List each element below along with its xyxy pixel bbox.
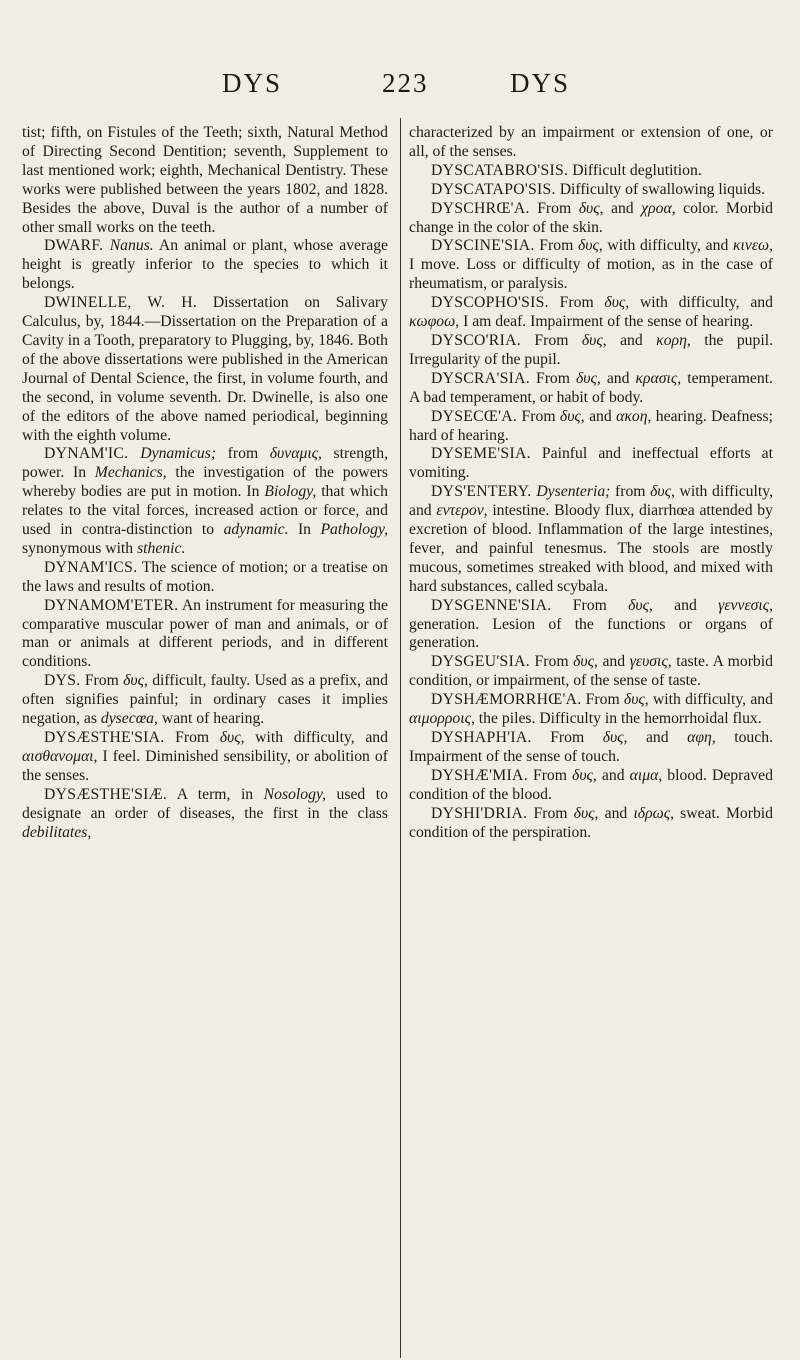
entry-greek-word: χροα xyxy=(641,199,672,217)
entry-greek-word: αφη xyxy=(687,729,712,746)
entry-headword: DYNAM'IC. xyxy=(44,445,141,463)
column-divider xyxy=(400,118,401,1358)
entry-headword: DYSÆSTHE'SIA. xyxy=(44,729,165,746)
entry-text: From xyxy=(80,672,124,690)
entry-text: , sweat. Morbid condition of the perspiration. xyxy=(409,804,774,841)
entry-text: , and xyxy=(648,596,719,614)
entry-text: The science of motion; or a treatise on the laws and results of motion. xyxy=(22,558,388,595)
entry-text: From xyxy=(164,729,220,746)
entry-headword: DYSCATABRO'SIS. xyxy=(431,161,569,179)
entry-text: , and xyxy=(594,804,634,822)
dictionary-entry xyxy=(22,237,388,294)
entry-text: , the piles. Difficulty in the hemorrhoidal flux. xyxy=(470,710,762,728)
entry-greek-word: εντερον xyxy=(436,502,484,520)
entry-headword: DYNAMOM'ETER. xyxy=(44,596,179,614)
entry-greek-word: γεννεσις xyxy=(718,596,770,614)
entry-text: , and xyxy=(593,653,630,671)
entry-text: , taste. A morbid condition, or impairment, of the sense of taste. xyxy=(409,653,773,690)
entry-greek-word: δυς xyxy=(219,729,241,746)
entry-text: From xyxy=(517,407,560,425)
entry-greek-word: αισθανομαι xyxy=(22,747,94,765)
entry-text: , with difficulty, and xyxy=(409,483,773,520)
entry-greek-word: δυναμις xyxy=(269,445,319,463)
entry-headword: DYSHAPH'IA. xyxy=(431,729,532,746)
entry-headword: DYSEME'SIA. xyxy=(431,445,531,463)
dictionary-entry xyxy=(409,805,773,843)
dictionary-entry xyxy=(22,559,388,597)
entry-text: want of hearing. xyxy=(157,710,265,728)
entry-greek-word: κινεω xyxy=(732,237,770,255)
entry-greek-word: ακοη xyxy=(616,407,648,425)
entry-italic-term: Nosology, xyxy=(263,785,326,803)
entry-headword: DYSCHRŒ'A. xyxy=(431,199,530,217)
dictionary-entry xyxy=(22,445,388,558)
dictionary-entry xyxy=(22,597,388,673)
entry-text: characterized by an impairment or extension of one, or all, of the senses. xyxy=(409,124,773,160)
entry-greek-word: δυς xyxy=(576,369,597,387)
entry-greek-word: δυς xyxy=(581,331,603,349)
entry-greek-word: δυς xyxy=(573,653,594,671)
dictionary-entry xyxy=(22,672,388,729)
dictionary-entry xyxy=(409,483,773,596)
entry-greek-word: δυς xyxy=(602,729,624,746)
entry-text: , and xyxy=(592,766,630,784)
entry-greek-word: κρασις xyxy=(635,369,678,387)
entry-text: From xyxy=(531,729,603,746)
entry-headword: DYNAM'ICS. xyxy=(44,558,138,576)
entry-headword: DYSECŒ'A. xyxy=(431,407,518,425)
dictionary-entry xyxy=(409,653,773,691)
entry-headword: DYSHÆ'MIA. xyxy=(431,766,528,784)
entry-text: From xyxy=(529,653,574,671)
entry-text: A term, in xyxy=(167,785,264,803)
entry-text: , generation. Lesion of the functions or organs of generation. xyxy=(409,596,774,652)
entry-italic-term: Dynamicus; xyxy=(140,445,217,463)
entry-text: From xyxy=(548,294,605,312)
dictionary-entry xyxy=(22,294,388,445)
entry-headword: DYSCO'RIA. xyxy=(431,331,521,349)
entry-text: In xyxy=(288,521,321,539)
dictionary-entry xyxy=(409,597,773,654)
entry-headword: DYSGEU'SIA. xyxy=(431,653,530,671)
dictionary-entry xyxy=(409,445,773,483)
dictionary-entry xyxy=(409,294,773,332)
entry-text: , I feel. Diminished sensibility, or abolition of the senses. xyxy=(22,747,388,784)
entry-greek-word: δυς xyxy=(577,237,599,255)
entry-headword: DYSGENNE'SIA. xyxy=(431,596,552,614)
dictionary-entry xyxy=(22,786,388,843)
entry-text: Difficulty of swallowing liquids. xyxy=(555,180,766,198)
entry-italic-term: Nanus. xyxy=(109,237,154,255)
dictionary-entry xyxy=(409,200,773,238)
dictionary-entry xyxy=(409,370,773,408)
entry-text: tist; fifth, on Fistules of the Teeth; sixth, Natural Method of Directing Second Dentition; seventh, Supplement to last mentioned work; eighth, Mechanical Dentistry. These works were published between the years 1802, and 1828. Besides the above, Duval is the author of a number of other small works on the teeth. xyxy=(22,124,388,236)
entry-text: , and xyxy=(623,729,688,746)
entry-headword: DYSCINE'SIA. xyxy=(431,237,535,255)
entry-text: An instrument for measuring the comparative muscular power of man and animals, or of man or animals at different periods, and in different conditions. xyxy=(22,596,388,671)
entry-italic-term: adynamic. xyxy=(223,521,289,539)
entry-italic-term: Biology, xyxy=(264,483,317,501)
entry-text: , touch. Impairment of the sense of touch. xyxy=(409,729,773,765)
entry-text: , hearing. Deafness; hard of hearing. xyxy=(409,407,773,444)
entry-greek-word: δυς xyxy=(123,672,144,690)
entry-text: From xyxy=(529,369,577,387)
entry-headword: DWARF. xyxy=(44,237,110,255)
dictionary-entry xyxy=(409,181,773,200)
entry-greek-word: δυς xyxy=(623,691,645,709)
entry-italic-term: Dysenteria; xyxy=(536,483,611,501)
entry-text: , and xyxy=(602,331,657,349)
entry-text: From xyxy=(534,237,578,255)
entry-headword: DYSCOPHO'SIS. xyxy=(431,294,549,312)
entry-headword: DYSCRA'SIA. xyxy=(431,369,530,387)
entry-italic-term: dysecœa, xyxy=(100,710,158,728)
entry-greek-word: αιμορροις xyxy=(409,710,471,728)
entry-headword: DYSCATAPO'SIS. xyxy=(431,180,556,198)
left-column xyxy=(22,124,388,842)
dictionary-entry xyxy=(409,162,773,181)
entry-greek-word: ιδρως xyxy=(633,804,671,822)
entry-text: , difficult, faulty. Used as a prefix, and often signifies painful; in ordinary cases it implies negation, as xyxy=(22,672,388,728)
header-right-guideword: DYS xyxy=(510,68,571,98)
entry-text: , temperament. A bad temperament, or habit of body. xyxy=(409,369,774,406)
dictionary-entry xyxy=(409,767,773,805)
entry-greek-word: κωφοω xyxy=(409,313,456,331)
entry-text: , with difficulty, and xyxy=(644,691,773,709)
entry-text: From xyxy=(520,331,582,349)
dictionary-entry xyxy=(409,729,773,767)
header-left-guideword: DYS xyxy=(222,68,283,98)
entry-text: , and xyxy=(580,407,617,425)
right-column xyxy=(409,124,773,842)
entry-text: Dissertation on Salivary Calculus, by, 1844.—Dissertation on the Preparation of a Cavity in a Tooth, preparatory to Plugging, by, 1846. Both of the above dissertations were published in the American Journal of Dental Science, the first, in volume fourth, and the second, in volume seventh. Dr. Dwinelle, is also one of the editors of the above named periodical, beginning with the eighth volume. xyxy=(22,294,388,444)
entry-headword: DYS. xyxy=(44,672,81,690)
entry-text: , strength, power. In xyxy=(22,445,389,482)
entry-greek-word: κορη xyxy=(656,331,687,349)
entry-text: from xyxy=(610,483,651,501)
entry-text: , color. Morbid change in the color of the skin. xyxy=(409,199,773,236)
entry-text: , blood. Depraved condition of the blood. xyxy=(409,766,773,803)
entry-continuation xyxy=(409,124,773,162)
entry-greek-word: δυς xyxy=(573,804,595,822)
entry-headword: DYSHÆMORRHŒ'A. xyxy=(431,691,582,709)
entry-text: An animal or plant, whose average height is greatly inferior to the species to which it belongs. xyxy=(22,237,389,293)
entry-text: Painful and ineffectual efforts at vomiting. xyxy=(409,445,773,482)
entry-text: From xyxy=(527,766,573,784)
entry-text: , and xyxy=(599,199,642,217)
entry-text: Difficult deglutition. xyxy=(568,161,702,179)
page-number: 223 xyxy=(382,68,429,98)
dictionary-entry xyxy=(409,408,773,446)
entry-text: the investigation of the powers whereby bodies are put in motion. In xyxy=(22,464,389,501)
entry-text: From xyxy=(529,199,579,217)
entry-text: , the pupil. Irregularity of the pupil. xyxy=(409,331,774,368)
entry-greek-word: δυς xyxy=(572,766,593,784)
dictionary-entry xyxy=(22,729,388,786)
entry-text: From xyxy=(551,596,629,614)
entry-greek-word: αιμα xyxy=(629,766,659,784)
entry-text: , with difficulty, and xyxy=(240,729,388,746)
dictionary-entry xyxy=(409,237,773,294)
entry-text: used to designate an order of diseases, the first in the class xyxy=(22,785,388,822)
entry-text: that which relates to the vital forces, increased action or force, and used in contra-distinction to xyxy=(22,483,388,539)
entry-greek-word: δυς xyxy=(628,596,649,614)
entry-text: , with difficulty, and xyxy=(598,237,733,255)
dictionary-entry xyxy=(409,691,773,729)
entry-greek-word: δυς xyxy=(559,407,581,425)
entry-italic-term: debilitates, xyxy=(22,823,92,841)
entry-greek-word: γευσις xyxy=(629,653,668,671)
entry-text: From xyxy=(581,691,624,709)
entry-text: , intestine. Bloody flux, diarrhœa attended by excretion of blood. Inflammation of the large intestines, fever, and painful tenesmus. The stools are mostly mucous, sometimes streaked with blood, and mixed with hard substances, called scybala. xyxy=(409,502,773,595)
entry-headword: DYSÆSTHE'SIÆ. xyxy=(44,785,168,803)
page-header xyxy=(0,68,800,108)
entry-text: synonymous with xyxy=(22,539,138,557)
entry-text: From xyxy=(527,804,574,822)
entry-continuation xyxy=(22,124,388,237)
entry-text: , I move. Loss or difficulty of motion, as in the case of rheumatism, or paralysis. xyxy=(409,237,773,293)
entry-greek-word: δυς xyxy=(650,483,671,501)
entry-greek-word: δυς xyxy=(578,199,600,217)
entry-italic-term: Mechanics, xyxy=(94,464,167,482)
entry-greek-word: δυς xyxy=(604,294,626,312)
entry-headword: DYSHI'DRIA. xyxy=(431,804,528,822)
entry-headword: DWINELLE, W. H. xyxy=(44,294,198,312)
entry-text: , with difficulty, and xyxy=(625,294,773,312)
entry-italic-term: sthenic. xyxy=(137,539,186,557)
entry-text: , I am deaf. Impairment of the sense of hearing. xyxy=(455,313,754,331)
entry-text: , and xyxy=(596,369,636,387)
entry-text: from xyxy=(216,445,270,463)
entry-headword: DYS'ENTERY. xyxy=(431,483,537,501)
entry-italic-term: Pathology, xyxy=(320,521,388,539)
dictionary-entry xyxy=(409,332,773,370)
